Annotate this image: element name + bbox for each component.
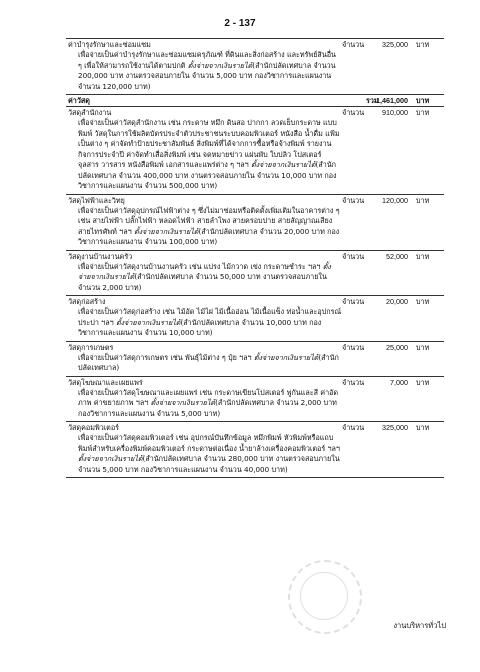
amount-value: 1,461,000 <box>376 96 408 105</box>
item-name: ค่าวัสดุ <box>68 96 90 105</box>
row-header <box>66 342 444 353</box>
row-header <box>66 107 444 118</box>
seal-stamp <box>288 560 362 634</box>
item-name: วัสดุโฆษณาและเผยแพร่ <box>68 377 143 387</box>
amount-value: 910,000 <box>382 108 408 117</box>
description-text: เพื่อจ่ายเป็นค่าวัสดุโฆษณาและเผยแพร่ เช่น กระดาษเขียนโปสเตอร์ พู่กันและสี ค่าอัดภาพ ค่าขยายภาพ ฯลฯ <box>78 387 339 407</box>
budget-row <box>66 422 444 478</box>
total-row <box>66 95 444 107</box>
funding-source: ตั้งจ่ายจากเงินรายได้ <box>187 60 253 70</box>
item-description <box>66 388 444 422</box>
description-text: เพื่อจ่ายเป็นค่าวัสดุคอมพิวเตอร์ เช่น อุปกรณ์บันทึกข้อมูล หมึกพิมพ์ หัวพิมพ์หรือแถบพิมพ์สำหรับเครื่องพิมพ์คอมพิวเตอร์ กระดาษต่อเนื่อง น้ำยาล้างเครื่องคอมพิวเตอร์ ฯลฯ <box>78 433 340 453</box>
row-header <box>66 251 444 262</box>
funding-source: ตั้งจ่ายจากเงินรายได้ <box>150 398 216 407</box>
funding-source: ตั้งจ่ายจากเงินรายได้ <box>115 317 181 327</box>
item-description <box>66 206 444 250</box>
item-description <box>66 353 444 376</box>
amount-label: จำนวน <box>342 297 365 306</box>
item-name: วัสดุการเกษตร <box>68 342 114 352</box>
total-label: รวม <box>366 96 379 105</box>
allocation-breakdown: (สำนักปลัดเทศบาล จำนวน 20,000 บาท กองวิชาการและแผนงาน จำนวน 100,000 บาท) <box>78 226 340 246</box>
row-header <box>66 95 444 106</box>
item-description <box>66 307 444 341</box>
budget-table <box>66 38 444 478</box>
item-name: วัสดุงานบ้านงานครัว <box>68 251 133 261</box>
allocation-breakdown: (สำนักปลัดเทศบาล จำนวน 50,000 บาท งานตรวจสอบภายใน จำนวน 2,000 บาท) <box>78 272 327 292</box>
funding-source: ตั้งจ่ายจากเงินรายได้ <box>78 261 331 281</box>
budget-row <box>66 107 444 195</box>
amount-value: 120,000 <box>382 195 408 205</box>
currency-label: บาท <box>416 251 430 261</box>
row-header <box>66 377 444 388</box>
amount-label: จำนวน <box>342 40 365 49</box>
budget-row <box>66 195 444 251</box>
row-header <box>66 39 444 50</box>
amount-label: จำนวน <box>342 108 365 117</box>
description-text: เพื่อจ่ายเป็นค่าวัสดุอุปกรณ์ไฟฟ้าต่าง ๆ ซึ่งไม่มาซ่อมหรือติดตั้งเพิ่มเติมในอาคารต่าง ๆ เช่น สายไฟฟ้า ปลั๊กไฟฟ้า หลอดไฟฟ้า สายลำโพง สายครอบปาย สายสัญญาณเสียง สายไทรศัพท์ ฯลฯ <box>78 205 340 236</box>
description-text: เพื่อจ่ายเป็นค่าบำรุงรักษาและซ่อมแซมครุภัณฑ์ ที่ดินและสิ่งก่อสร้าง และทรัพย์สินอื่น ๆ เพื่อให้สามารถใช้งานได้ตามปกติ <box>78 50 336 70</box>
item-name: วัสดุคอมพิวเตอร์ <box>68 423 120 432</box>
budget-row <box>66 251 444 297</box>
amount-value: 325,000 <box>382 40 408 49</box>
amount-value: 52,000 <box>386 251 408 261</box>
page-number: 2 - 137 <box>224 18 256 29</box>
funding-source: ตั้งจ่ายจากเงินรายได้ <box>78 454 143 463</box>
item-description <box>66 50 444 94</box>
seal-inner-ring <box>300 572 348 620</box>
budget-row <box>66 377 444 423</box>
footer-department: งานบริหารทั่วไป <box>393 621 446 630</box>
currency-label: บาท <box>416 377 430 387</box>
funding-source: ตั้งจ่ายจากเงินรายได้ <box>251 160 316 169</box>
currency-label: บาท <box>416 40 430 49</box>
budget-row <box>66 39 444 95</box>
allocation-breakdown: (สำนักปลัดเทศบาล จำนวน 2,000 บาท กองวิชาการและแผนงาน จำนวน 5,000 บาท) <box>78 398 337 418</box>
currency-label: บาท <box>416 297 430 306</box>
budget-row <box>66 296 444 342</box>
amount-label: จำนวน <box>342 423 365 432</box>
currency-label: บาท <box>416 195 430 205</box>
allocation-breakdown: (สำนักปลัดเทศบาล จำนวน 280,000 บาท งานตรวจสอบภายใน จำนวน 5,000 บาท กองวิชาการและแผนงาน จำนวน 40,000 บาท) <box>78 454 340 474</box>
funding-source: ตั้งจ่ายจากเงินรายได้ <box>133 226 199 236</box>
amount-label: จำนวน <box>342 251 365 261</box>
item-description <box>66 433 444 477</box>
item-name: วัสดุไฟฟ้าและวิทยุ <box>68 195 125 205</box>
allocation-breakdown: (สำนักปลัดเทศบาล จำนวน 400,000 บาท งานตรวจสอบภายใน จำนวน 10,000 บาท กองวิชาการและแผนงาน จำนวน 500,000 บาท) <box>78 160 337 190</box>
allocation-breakdown: (สำนักปลัดเทศบาล จำนวน 200,000 บาท งานตรวจสอบภายใน จำนวน 5,000 บาท กองวิชาการและแผนงาน จำนวน 120,000 บาท) <box>78 60 336 91</box>
allocation-breakdown: (สำนักปลัดเทศบาล จำนวน 10,000 บาท กองวิชาการและแผนงาน จำนวน 10,000 บาท) <box>78 317 322 337</box>
row-header <box>66 422 444 433</box>
row-header <box>66 296 444 307</box>
item-name: ค่าบำรุงรักษาและซ่อมแซม <box>68 40 151 49</box>
item-description <box>66 118 444 194</box>
amount-value: 325,000 <box>382 423 408 432</box>
description-text: เพื่อจ่ายเป็นค่าวัสดุสำนักงาน เช่น กระดาษ หมึก ดินสอ ปากกา ลวดเย็บกระดาษ แบบพิมพ์ วัสดุในการใช้ผลิตบัตรประจำตัวประชาชนระบบคอมพิวเตอร์ หนังสือ น้ำดื่ม แฟ้มเป็นต่าง ๆ ค่าจัดทำป้ายประชาสัมพันธ์ สิ่งพิมพ์ที่ได้จากการซื้อหรือจ้างพิมพ์ รายงานกิจการประจำปี ค่าจัดทำเสื่อสิ่งพิมพ์ เช่น จดหมายข่าว แผ่นพับ ใบปลิว โปสเตอร์ จุลสาร วารสาร หนังสือพิมพ์ เอกสารและแพร่ต่าง ๆ ฯลฯ <box>78 118 340 169</box>
item-name: วัสดุก่อสร้าง <box>68 297 106 306</box>
allocation-breakdown: (สำนักปลัดเทศบาล) <box>78 352 339 372</box>
funding-source: ตั้งจ่ายจากเงินรายได้ <box>253 352 319 362</box>
currency-label: บาท <box>416 342 430 352</box>
amount-value: 25,000 <box>386 342 408 352</box>
currency-label: บาท <box>416 96 430 105</box>
description-text: เพื่อจ่ายเป็นค่าวัสดุงานบ้านงานครัว เช่น แปรง ไม้กวาด เข่ง กระดาษชำระ ฯลฯ <box>78 261 321 271</box>
amount-label: จำนวน <box>342 195 365 205</box>
currency-label: บาท <box>416 108 430 117</box>
description-text: เพื่อจ่ายเป็นค่าวัสดุก่อสร้าง เช่น ไม้อัด ไม้ไผ่ ไม้เนื้ออ่อน ไม้เนื้อแข็ง ท่อน้ำและอุปกรณ์ประปา ฯลฯ <box>78 307 342 327</box>
amount-label: จำนวน <box>342 377 365 387</box>
amount-label: จำนวน <box>342 342 365 352</box>
description-text: เพื่อจ่ายเป็นค่าวัสดุการเกษตร เช่น พันธุ์ไม้ต่าง ๆ ปุ๋ย ฯลฯ <box>78 352 252 362</box>
amount-value: 7,000 <box>390 377 408 387</box>
row-header <box>66 195 444 206</box>
budget-row <box>66 342 444 377</box>
item-description <box>66 262 444 296</box>
item-name: วัสดุสำนักงาน <box>68 108 112 117</box>
amount-value: 20,000 <box>386 297 408 306</box>
currency-label: บาท <box>416 423 430 432</box>
